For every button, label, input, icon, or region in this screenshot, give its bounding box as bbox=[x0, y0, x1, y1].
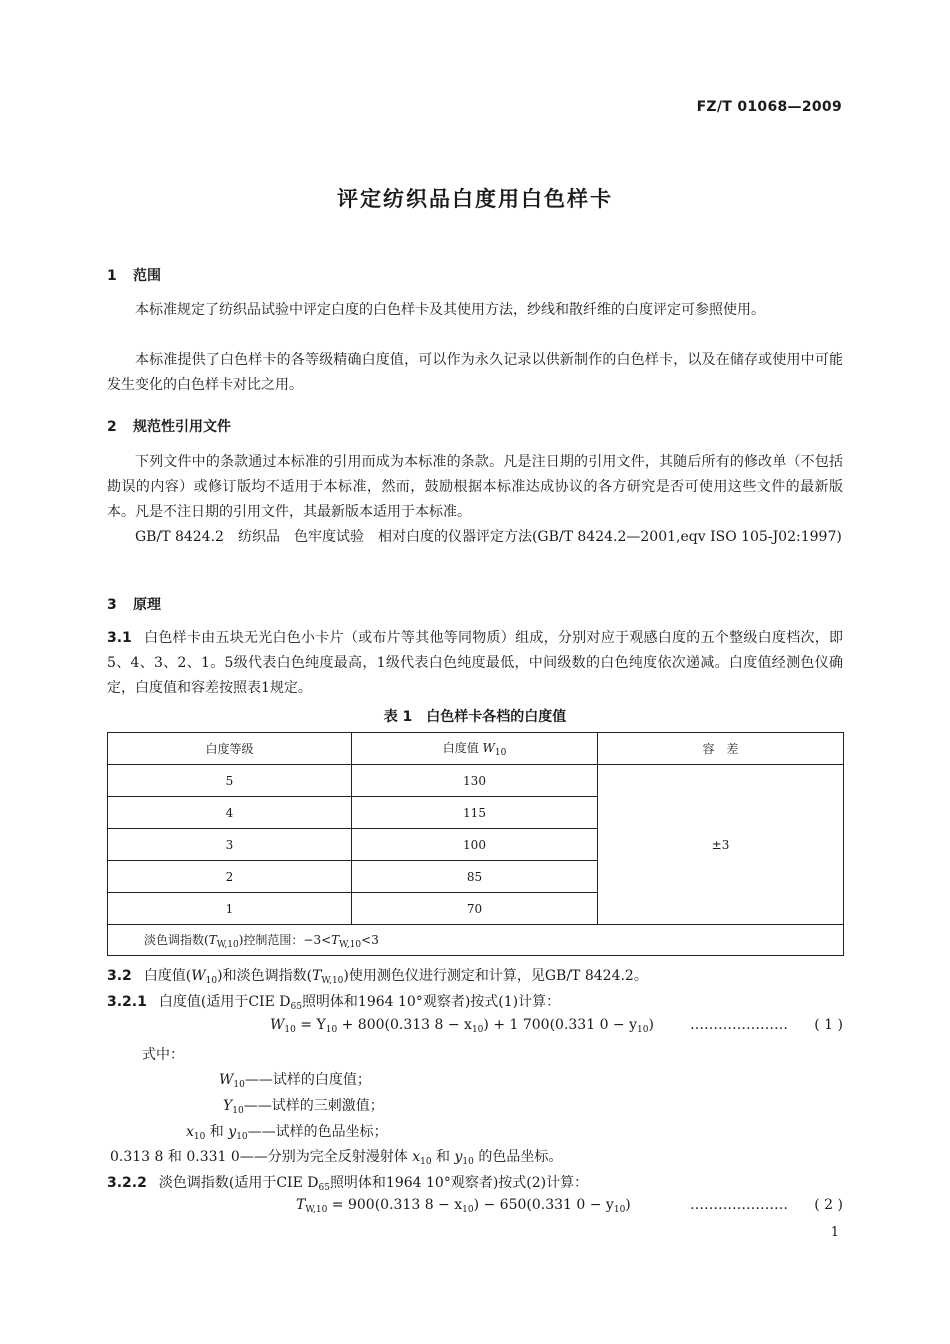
section-1-paragraph-2: 本标准提供了白色样卡的各等级精确白度值，可以作为永久记录以供新制作的白色样卡，以及在储存或使用中可能发生变化的白色样卡对比之用。 bbox=[107, 352, 843, 393]
clause-text: 白色样卡由五块无光白色小卡片（或布片等其他等同物质）组成，分别对应于观感白度的五个整级白度档次，即5、4、3、2、1。5级代表白色纯度最高，1级代表白色纯度最低，中间级数的白色纯度依次递减。白度值经测色仪确定，白度值和容差按照表1规定。 bbox=[107, 630, 843, 696]
formula-1-number: ( 1 ) bbox=[814, 1017, 843, 1033]
tolerance-cell: ±3 bbox=[598, 765, 844, 925]
header-tolerance: 容 差 bbox=[598, 733, 844, 765]
section-2-paragraph-1: 下列文件中的条款通过本标准的引用而成为本标准的条款。凡是注日期的引用文件，其随后所有的修改单（不包括勘误的内容）或修订版均不适用于本标准，然而，鼓励根据本标准达成协议的各方研究是否可使用这些文件的最新版本。凡是不注日期的引用文件，其最新版本适用于本标准。 bbox=[107, 454, 843, 520]
value-cell: 115 bbox=[352, 797, 598, 829]
where-label: 式中： bbox=[142, 1047, 184, 1063]
header-whiteness: 白度值 $W_{10}$ bbox=[352, 733, 598, 765]
grade-cell: 4 bbox=[108, 797, 352, 829]
clause-3-2-1: 3.2.1 白度值(适用于CIE $D_{65}$照明体和1964 10°观察者)按式(1)计算： bbox=[107, 990, 843, 1020]
value-cell: 100 bbox=[352, 829, 598, 861]
table-header-row bbox=[108, 733, 844, 765]
value-cell: 85 bbox=[352, 861, 598, 893]
section-title: 规范性引用文件 bbox=[133, 419, 231, 435]
section-number: 3 bbox=[107, 597, 117, 613]
value-cell: 130 bbox=[352, 765, 598, 797]
clause-number: 3.2.2 bbox=[107, 1175, 147, 1191]
where-xy10: $x_{10}$ 和 $y_{10}——$试样的色品坐标； bbox=[186, 1124, 388, 1142]
grade-cell: 1 bbox=[108, 893, 352, 925]
formula-1: $W_{10} = Y_{10} + 800(0.313$ $8 - x_{10}) + 1$ 700(0.331 $0 - y_{10}$) bbox=[270, 1017, 654, 1035]
grade-cell: 5 bbox=[108, 765, 352, 797]
whiteness-table bbox=[107, 732, 844, 956]
clause-3-2: 3.2 白度值$(W_{10})$和淡色调指数$(T_{W,10})$使用测色仪进行测定和计算，见GB/T 8424.2。 bbox=[107, 964, 843, 994]
normative-reference: GB/T 8424.2 纺织品 色牢度试验 相对白度的仪器评定方法(GB/T 8424.2—2001,eqv ISO 105-J02:1997) bbox=[135, 529, 842, 545]
standard-number: FZ/T 01068—2009 bbox=[696, 99, 842, 115]
table-1-caption: 表 1 白色样卡各档的白度值 bbox=[383, 709, 567, 725]
clause-number: 3.2 bbox=[107, 968, 132, 984]
section-3-heading bbox=[107, 594, 161, 614]
document-title: 评定纺织品白度用白色样卡 bbox=[337, 187, 613, 211]
page-number: 1 bbox=[830, 1225, 839, 1240]
section-title: 范围 bbox=[133, 268, 161, 284]
where-y10: $Y_{10}——$试样的三刺激值； bbox=[223, 1098, 384, 1116]
grade-cell: 3 bbox=[108, 829, 352, 861]
clause-number: 3.2.1 bbox=[107, 994, 147, 1010]
grade-cell: 2 bbox=[108, 861, 352, 893]
value-cell: 70 bbox=[352, 893, 598, 925]
section-number: 2 bbox=[107, 419, 117, 435]
section-number: 1 bbox=[107, 268, 117, 284]
formula-2-leader: ………………… bbox=[690, 1197, 788, 1213]
clause-3-1 bbox=[107, 626, 843, 701]
clause-3-2-2: 3.2.2 淡色调指数(适用于CIE $D_{65}$照明体和1964 10°观察者)按式(2)计算： bbox=[107, 1171, 843, 1201]
section-2-heading bbox=[107, 416, 231, 436]
formula-2: $T_{W,10} = 900(0.313$ $8 - x_{10}) - 650(0.331$ $0 - y_{10}$) bbox=[296, 1197, 631, 1215]
section-1-paragraph-1: 本标准规定了纺织品试验中评定白度的白色样卡及其使用方法，纱线和散纤维的白度评定可参照使用。 bbox=[135, 302, 765, 318]
where-constants: 0.313 8 和 0.331 0——分别为完全反射漫射体 $x_{10}$ 和 $y_{10}$ 的色品坐标。 bbox=[110, 1149, 563, 1167]
formula-1-leader: ………………… bbox=[690, 1017, 788, 1033]
section-1-heading bbox=[107, 265, 161, 285]
clause-number: 3.1 bbox=[107, 630, 132, 646]
formula-2-number: ( 2 ) bbox=[814, 1197, 843, 1213]
header-grade: 白度等级 bbox=[108, 733, 352, 765]
table-note: 淡色调指数$(T_{W,10})$控制范围：$-3<T_{W,10}<3$ bbox=[108, 925, 844, 956]
section-title: 原理 bbox=[133, 597, 161, 613]
where-w10: $W_{10}——$试样的白度值； bbox=[219, 1072, 371, 1090]
table-row bbox=[108, 765, 844, 797]
table-note-row bbox=[108, 925, 844, 956]
